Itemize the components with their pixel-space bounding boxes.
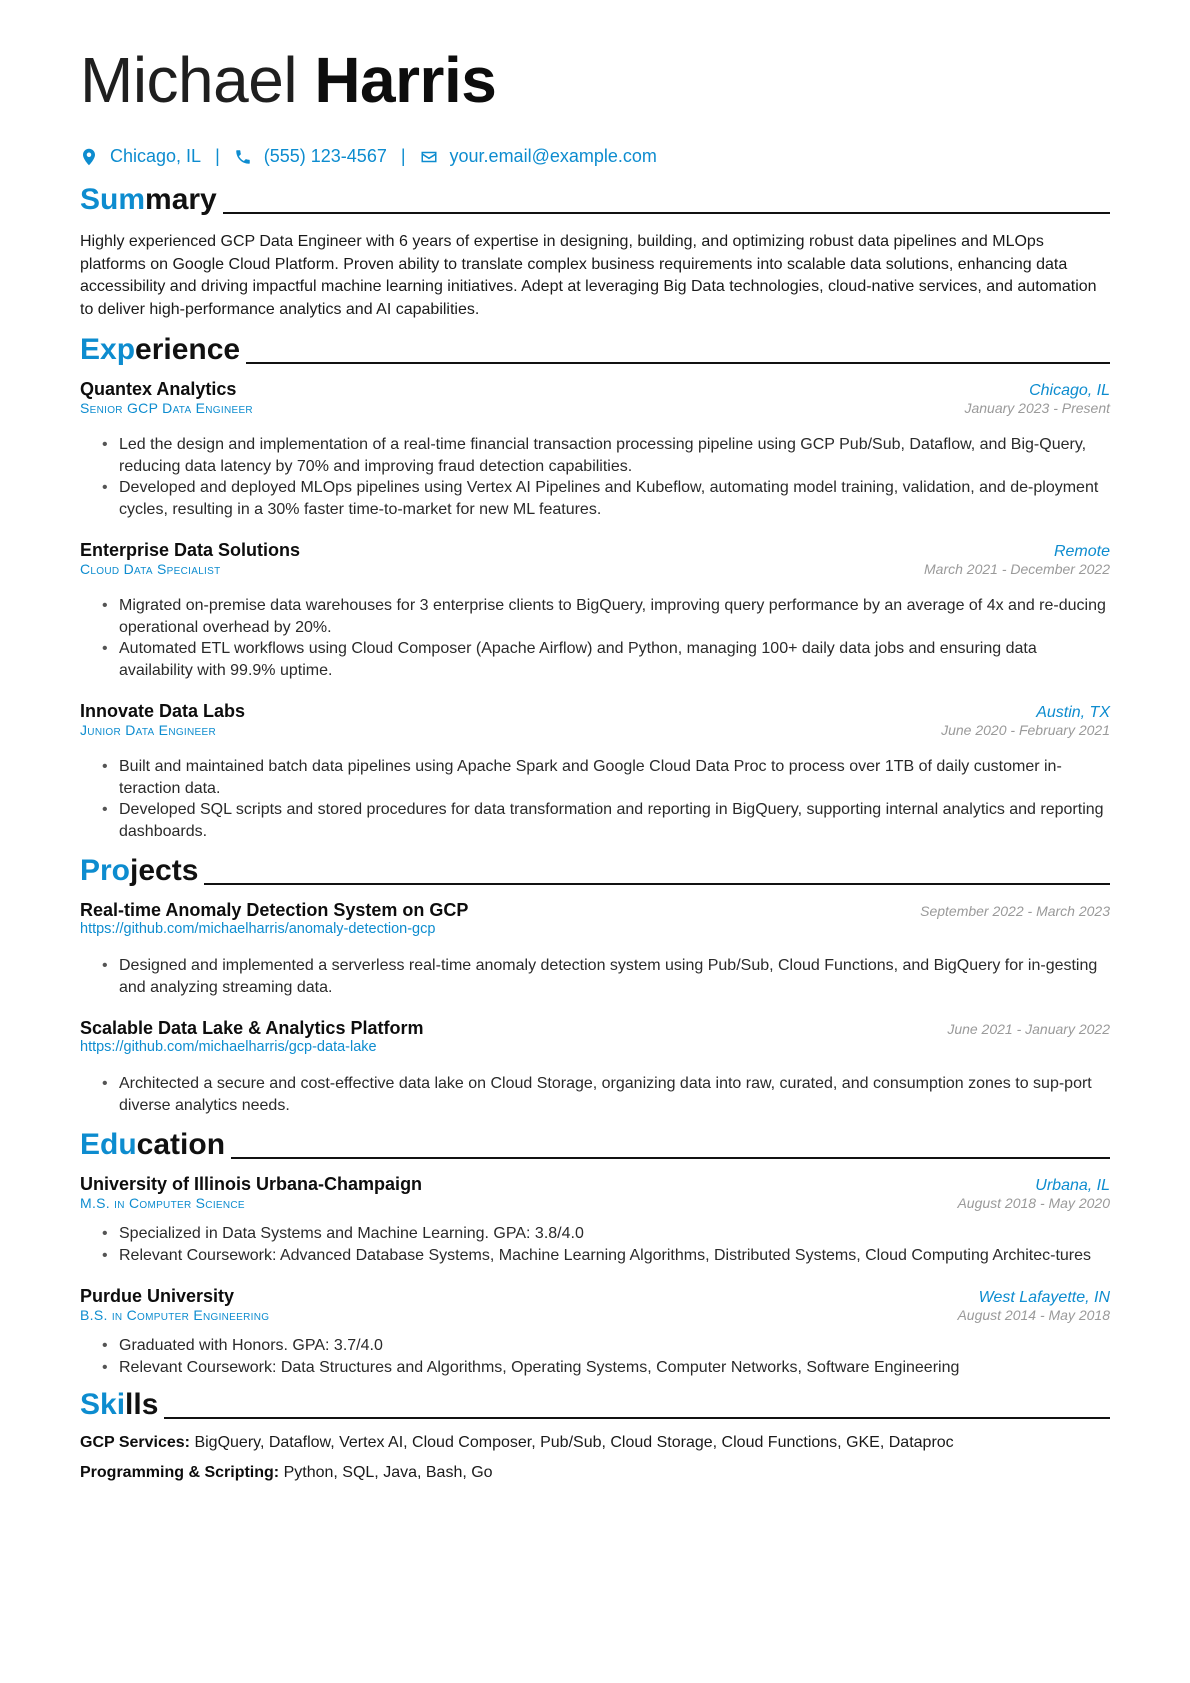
- list-item: • Graduated with Honors. GPA: 3.7/4.0: [102, 1335, 1110, 1357]
- job-role: Junior Data Engineer: [80, 722, 216, 738]
- project-entry: [80, 1018, 1110, 1116]
- job-dates: June 2020 - February 2021: [941, 722, 1110, 738]
- company-name: Innovate Data Labs: [80, 701, 246, 721]
- section-heading-summary: Summary: [80, 185, 1110, 215]
- first-name: Michael: [80, 44, 298, 116]
- job-location: Austin, TX: [1036, 704, 1110, 721]
- list-item: • Migrated on-premise data warehouses for 3 enterprise clients to BigQuery, improving query performance by an average of 4x and re-ducing operational overhead by 20%.: [102, 595, 1110, 638]
- projects-list: [80, 900, 1110, 1116]
- education-entry: [80, 1174, 1110, 1266]
- project-dates: June 2021 - January 2022: [947, 1021, 1110, 1037]
- job-location: Remote: [1053, 543, 1110, 560]
- bullet-list: [80, 595, 1110, 681]
- section-heading-projects: Projects: [80, 856, 1110, 886]
- list-item: • Architected a secure and cost-effective data lake on Cloud Storage, organizing data into raw, curated, and consumption zones to sup-port diverse analytics needs.: [102, 1073, 1110, 1116]
- education-dates: August 2018 - May 2020: [957, 1195, 1110, 1211]
- job-location: Chicago, IL: [1029, 382, 1110, 399]
- company-name: Quantex Analytics: [80, 379, 237, 399]
- list-item: • Led the design and implementation of a real-time financial transaction processing pipeline using GCP Pub/Sub, Dataflow, and Big-Query, reducing data latency by 70% and improving fraud detection capabilities.: [102, 434, 1110, 477]
- project-entry: [80, 900, 1110, 998]
- contact-bar: [80, 146, 1110, 167]
- job-dates: March 2021 - December 2022: [924, 561, 1110, 577]
- skill-label: GCP Services:: [80, 1434, 190, 1451]
- project-link[interactable]: https://github.com/michaelharris/gcp-data-lake: [80, 1039, 377, 1055]
- section-rule: [231, 1157, 1110, 1159]
- bullet-list: [80, 1335, 1110, 1378]
- experience-list: [80, 379, 1110, 842]
- phone-text: (555) 123-4567: [263, 146, 387, 166]
- section-heading-skills: Skills: [80, 1390, 1110, 1420]
- school-location: West Lafayette, IN: [978, 1289, 1110, 1306]
- contact-email[interactable]: [420, 146, 657, 167]
- skill-value: BigQuery, Dataflow, Vertex AI, Cloud Composer, Pub/Sub, Cloud Storage, Cloud Functions, GKE, Dataproc: [194, 1434, 954, 1451]
- bullet-list: [80, 1073, 1110, 1116]
- section-heading-education: Education: [80, 1130, 1110, 1160]
- job-role: Senior GCP Data Engineer: [80, 400, 253, 416]
- school-name: University of Illinois Urbana-Champaign: [80, 1174, 423, 1194]
- last-name: Harris: [314, 44, 497, 116]
- project-title: Real-time Anomaly Detection System on GCP: [80, 900, 469, 920]
- job-dates: January 2023 - Present: [964, 400, 1110, 416]
- summary-text: Highly experienced GCP Data Engineer with 6 years of expertise in designing, building, and optimizing robust data pipelines and MLOps platforms on Google Cloud Platform. Proven ability to translate complex business requirements into scalable data solutions, enhancing data accessibility and driving impactful machine learning initiatives. Adept at leveraging Big Data technologies, cloud-native services, and automation to deliver high-performance analytics and AI capabilities.: [80, 233, 1097, 318]
- degree: M.S. in Computer Science: [80, 1195, 245, 1211]
- skill-label: Programming & Scripting:: [80, 1464, 280, 1481]
- list-item: • Designed and implemented a serverless real-time anomaly detection system using Pub/Sub, Cloud Functions, and BigQuery for in-gesting and analyzing streaming data.: [102, 955, 1110, 998]
- section-rule: [223, 212, 1110, 214]
- bullet-list: [80, 756, 1110, 842]
- skill-value: Python, SQL, Java, Bash, Go: [283, 1464, 493, 1481]
- bullet-list: [80, 955, 1110, 998]
- envelope-icon: [420, 148, 438, 166]
- map-marker-icon: [80, 148, 98, 166]
- skill-line: [80, 1464, 1110, 1482]
- school-name: Purdue University: [80, 1286, 235, 1306]
- company-name: Enterprise Data Solutions: [80, 540, 301, 560]
- bullet-list: [80, 434, 1110, 520]
- school-location: Urbana, IL: [1035, 1177, 1110, 1194]
- experience-entry: [80, 379, 1110, 520]
- skill-line: [80, 1434, 1110, 1452]
- list-item: • Developed and deployed MLOps pipelines using Vertex AI Pipelines and Kubeflow, automating model training, validation, and de-ployment cycles, resulting in a 30% faster time-to-market for new ML features.: [102, 477, 1110, 520]
- list-item: • Specialized in Data Systems and Machine Learning. GPA: 3.8/4.0: [102, 1223, 1110, 1245]
- experience-entry: [80, 540, 1110, 681]
- education-dates: August 2014 - May 2018: [957, 1307, 1110, 1323]
- contact-separator: |: [400, 146, 406, 166]
- list-item: • Built and maintained batch data pipelines using Apache Spark and Google Cloud Data Proc to process over 1TB of daily customer in-teraction data.: [102, 756, 1110, 799]
- education-list: [80, 1174, 1110, 1378]
- phone-icon: [234, 148, 252, 166]
- project-title: Scalable Data Lake & Analytics Platform: [80, 1018, 424, 1038]
- candidate-name: [80, 44, 1110, 116]
- degree: B.S. in Computer Engineering: [80, 1307, 270, 1323]
- email-link[interactable]: your.email@example.com: [449, 146, 657, 166]
- bullet-list: [80, 1223, 1110, 1266]
- project-dates: September 2022 - March 2023: [920, 903, 1110, 919]
- list-item: • Automated ETL workflows using Cloud Composer (Apache Airflow) and Python, managing 100+ daily data jobs and ensuring data availability with 99.9% uptime.: [102, 638, 1110, 681]
- contact-separator: |: [215, 146, 220, 166]
- experience-entry: [80, 701, 1110, 842]
- list-item: • Relevant Coursework: Advanced Database Systems, Machine Learning Algorithms, Distributed Systems, Cloud Computing Architec-tures: [102, 1245, 1110, 1267]
- contact-phone[interactable]: [234, 146, 387, 167]
- section-heading-experience: Experience: [80, 335, 1110, 365]
- job-role: Cloud Data Specialist: [80, 561, 221, 577]
- project-link[interactable]: https://github.com/michaelharris/anomaly-detection-gcp: [80, 921, 436, 937]
- section-rule: [204, 883, 1110, 885]
- section-rule: [246, 362, 1110, 364]
- list-item: • Relevant Coursework: Data Structures and Algorithms, Operating Systems, Computer Networks, Software Engineering: [102, 1357, 1110, 1379]
- section-rule: [164, 1417, 1110, 1419]
- contact-location: [80, 146, 201, 167]
- list-item: • Developed SQL scripts and stored procedures for data transformation and reporting in BigQuery, supporting internal analytics and reporting dashboards.: [102, 799, 1110, 842]
- location-text: Chicago, IL: [110, 146, 202, 166]
- education-entry: [80, 1286, 1110, 1378]
